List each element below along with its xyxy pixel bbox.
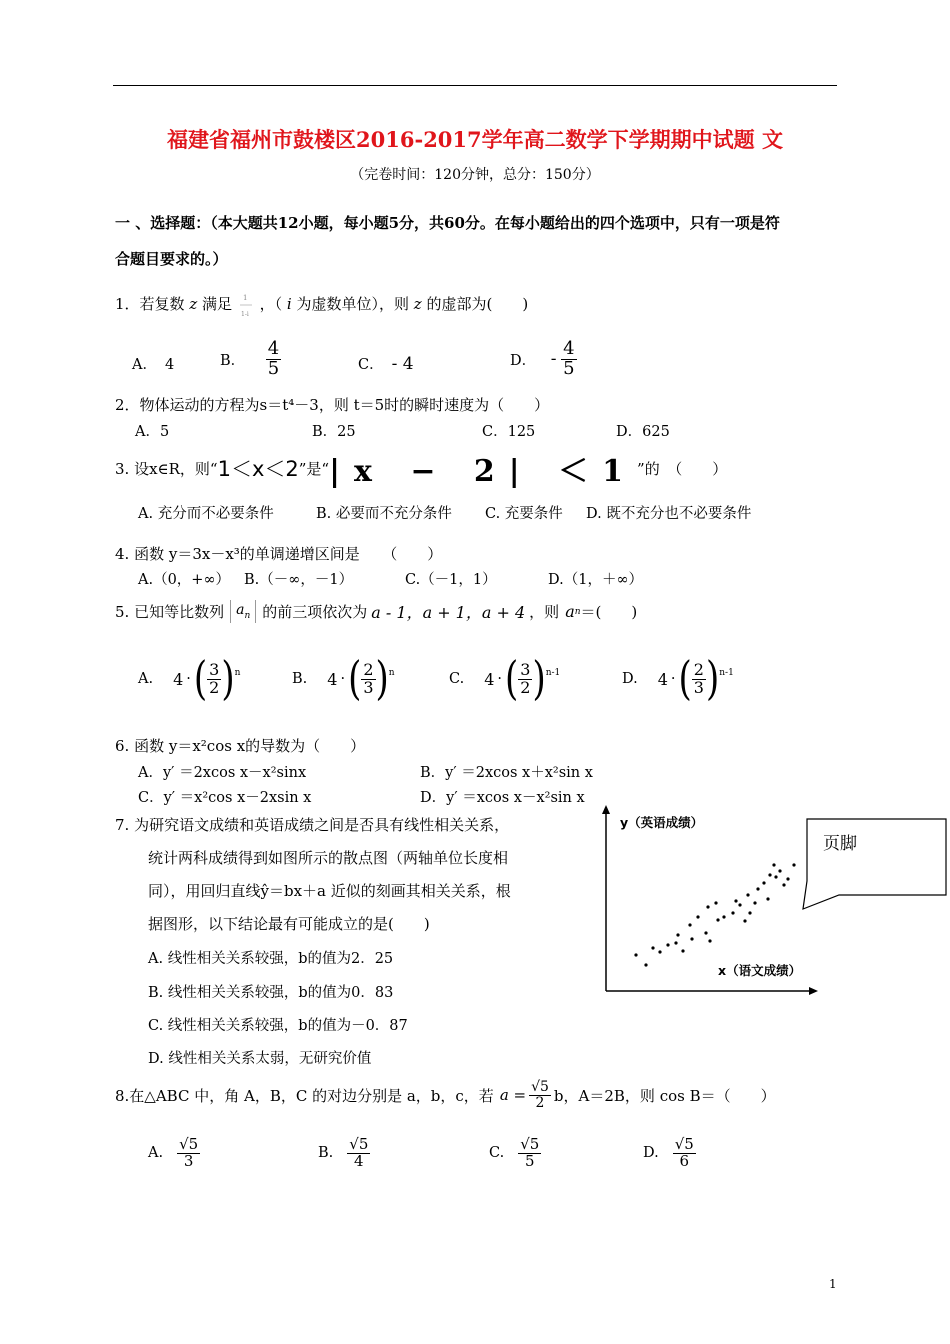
scatter-point bbox=[658, 950, 661, 953]
scatter-point bbox=[762, 881, 765, 884]
scatter-point bbox=[716, 918, 719, 921]
scatter-point bbox=[766, 897, 769, 900]
scatter-point bbox=[774, 875, 777, 878]
q5-option-b: B. 4 · ( $\frac{2}{3}$ ) n bbox=[292, 652, 395, 707]
condition-2: |x − 2| ＜1 bbox=[329, 454, 638, 489]
fraction: $\frac{4}{5}$ bbox=[563, 338, 575, 379]
section-heading-line2: 合题目要求的。） bbox=[115, 250, 228, 268]
scatter-point bbox=[778, 869, 781, 872]
fraction: $\frac{3}{2}$ bbox=[209, 660, 220, 697]
question-1: 1．若复数 z 满足 1 1-i ，（ i 为虚数单位），则 z 的虚部为( ) bbox=[115, 290, 528, 320]
fraction: $\frac{4}{5}$ bbox=[267, 338, 280, 379]
header-rule bbox=[113, 85, 837, 86]
scatter-point bbox=[676, 933, 679, 936]
page-subtitle: （完卷时间：120分钟，总分：150分） bbox=[350, 167, 600, 183]
q1-option-a: A． 4 bbox=[132, 357, 175, 373]
x-axis-arrow bbox=[809, 987, 818, 995]
q2-option-b: B．25 bbox=[312, 424, 356, 440]
scatter-point bbox=[738, 903, 741, 906]
question-2: 2．物体运动的方程为s＝t⁴－3，则 t＝5时的瞬时速度为（ ） bbox=[115, 396, 550, 414]
scatter-point bbox=[753, 901, 756, 904]
scatter-point bbox=[714, 901, 717, 904]
q8-option-c: C. $\frac{√5}{5}$ bbox=[489, 1135, 540, 1170]
scatter-point bbox=[734, 899, 737, 902]
q1-option-d: D． - $\frac{4}{5}$ bbox=[510, 338, 575, 379]
y-axis-arrow bbox=[602, 805, 610, 814]
scatter-point bbox=[696, 915, 699, 918]
q5-option-d: D. 4 · ( $\frac{2}{3}$ ) n-1 bbox=[622, 652, 734, 707]
scatter-point bbox=[644, 963, 647, 966]
fraction: $\frac{√5}{6}$ bbox=[674, 1135, 694, 1170]
q4-option-b: B.（－∞，－1） bbox=[244, 572, 354, 588]
page-number: 1 bbox=[829, 1277, 837, 1291]
scatter-point bbox=[748, 911, 751, 914]
scatter-point bbox=[634, 953, 637, 956]
scatter-points bbox=[634, 863, 795, 966]
scatter-point bbox=[706, 905, 709, 908]
fraction: $\frac{√5}{3}$ bbox=[179, 1135, 199, 1170]
q6-option-b: B．y′ ＝2xcos x＋x²sin x bbox=[420, 765, 593, 781]
question-3: 3. 设x∈R，则“ 1＜x＜2 ”是“ |x − 2| ＜1 ”的 （ ） bbox=[115, 448, 727, 488]
q7-option-d: D. 线性相关关系太弱，无研究价值 bbox=[148, 1051, 372, 1067]
q6-option-c: C．y′ ＝x²cos x－2xsin x bbox=[138, 790, 312, 806]
scatter-point bbox=[674, 941, 677, 944]
q1-option-b: B． $\frac{4}{5}$ bbox=[220, 338, 280, 379]
question-7-line4: 据图形，以下结论最有可能成立的是( ) bbox=[148, 915, 430, 933]
question-5: 5. 已知等比数列 $a_n$ 的前三项依次为 a - 1，a + 1，a + 4 ，则 a n ＝( ) bbox=[115, 602, 638, 622]
scatter-point bbox=[768, 873, 771, 876]
question-8: 8.在△ABC 中，角 A，B，C 的对边分别是 a，b，c，若 a = $\frac{√5}{2}$ b，A＝2B，则 cos B＝（ ） bbox=[115, 1079, 776, 1111]
q6-option-a: A．y′ ＝2xcos x－x²sinx bbox=[138, 765, 307, 781]
scatter-point bbox=[708, 939, 711, 942]
scatter-point bbox=[782, 883, 785, 886]
scatter-plot bbox=[598, 805, 820, 995]
q5-option-c: C. 4 · ( $\frac{3}{2}$ ) n-1 bbox=[449, 652, 561, 707]
q1-option-c: C． - 4 bbox=[358, 354, 414, 374]
q8-option-b: B. $\frac{√5}{4}$ bbox=[318, 1135, 369, 1170]
scatter-point bbox=[743, 919, 746, 922]
condition-1: 1＜x＜2 bbox=[217, 457, 299, 481]
q7-option-a: A. 线性相关关系较强，b的值为2．25 bbox=[148, 951, 394, 967]
q8-option-d: D. $\frac{√5}{6}$ bbox=[643, 1135, 694, 1170]
q3-option-a: A. 充分而不必要条件 bbox=[138, 506, 274, 522]
q2-option-a: A．5 bbox=[135, 424, 170, 440]
scatter-point bbox=[704, 931, 707, 934]
fraction: $\frac{2}{3}$ bbox=[693, 660, 704, 697]
scatter-point bbox=[722, 915, 725, 918]
sequence-brace: $a_n$ bbox=[230, 600, 256, 623]
q2-option-d: D．625 bbox=[616, 424, 670, 440]
section-heading-line1: 一 、选择题：（本大题共12小题，每小题5分，共60分。在每小题给出的四个选项中，只有一项是符 bbox=[115, 214, 780, 232]
scatter-point bbox=[756, 887, 759, 890]
fraction: $\frac{√5}{2}$ bbox=[531, 1079, 549, 1111]
q4-option-a: A.（0，+∞） bbox=[138, 572, 231, 588]
equation-image-icon bbox=[237, 290, 255, 320]
q3-option-b: B. 必要而不充分条件 bbox=[316, 506, 452, 522]
scatter-point bbox=[690, 937, 693, 940]
q8-option-a: A. $\frac{√5}{3}$ bbox=[148, 1135, 199, 1170]
scatter-point bbox=[786, 877, 789, 880]
y-axis-label: y（英语成绩） bbox=[620, 815, 704, 830]
fraction: $\frac{√5}{5}$ bbox=[520, 1135, 540, 1170]
q7-option-c: C. 线性相关关系较强，b的值为－0．87 bbox=[148, 1018, 408, 1034]
scatter-point bbox=[731, 911, 734, 914]
fraction: $\frac{3}{2}$ bbox=[520, 660, 531, 697]
scatter-point bbox=[681, 949, 684, 952]
scatter-point bbox=[688, 923, 691, 926]
question-7-line3: 同），用回归直线ŷ＝bx＋a 近似的刻画其相关关系，根 bbox=[148, 882, 511, 900]
callout-text: 页脚 bbox=[823, 834, 857, 854]
question-7-line1: 7. 为研究语文成绩和英语成绩之间是否具有线性相关关系， bbox=[115, 816, 510, 834]
q3-option-d: D. 既不充分也不必要条件 bbox=[586, 506, 752, 522]
scatter-point bbox=[746, 893, 749, 896]
svg-text:1: 1 bbox=[242, 294, 248, 302]
callout-shape bbox=[795, 815, 950, 915]
q5-option-a: A. 4 · ( $\frac{3}{2}$ ) n bbox=[138, 652, 241, 707]
fraction: $\frac{2}{3}$ bbox=[363, 660, 374, 697]
fraction: $\frac{√5}{4}$ bbox=[349, 1135, 369, 1170]
q6-option-d: D．y′ ＝xcos x－x²sin x bbox=[420, 790, 585, 806]
scatter-point bbox=[666, 943, 669, 946]
q4-option-d: D.（1，＋∞） bbox=[548, 572, 644, 588]
page-title: 福建省福州市鼓楼区2016-2017学年高二数学下学期期中试题 文 bbox=[167, 127, 783, 152]
q2-option-c: C．125 bbox=[482, 424, 536, 440]
question-6: 6. 函数 y＝x²cos x的导数为（ ） bbox=[115, 737, 366, 755]
question-7-line2: 统计两科成绩得到如图所示的散点图（两轴单位长度相 bbox=[148, 849, 509, 867]
scatter-point bbox=[651, 946, 654, 949]
x-axis-label: x（语文成绩） bbox=[718, 963, 802, 978]
scatter-point bbox=[772, 863, 775, 866]
question-4: 4. 函数 y＝3x－x³的单调递增区间是 （ ） bbox=[115, 545, 443, 563]
q3-option-c: C. 充要条件 bbox=[485, 506, 563, 522]
svg-text:1-i: 1-i bbox=[240, 311, 249, 318]
q7-option-b: B. 线性相关关系较强，b的值为0．83 bbox=[148, 985, 394, 1001]
q4-option-c: C.（－1，1） bbox=[405, 572, 497, 588]
